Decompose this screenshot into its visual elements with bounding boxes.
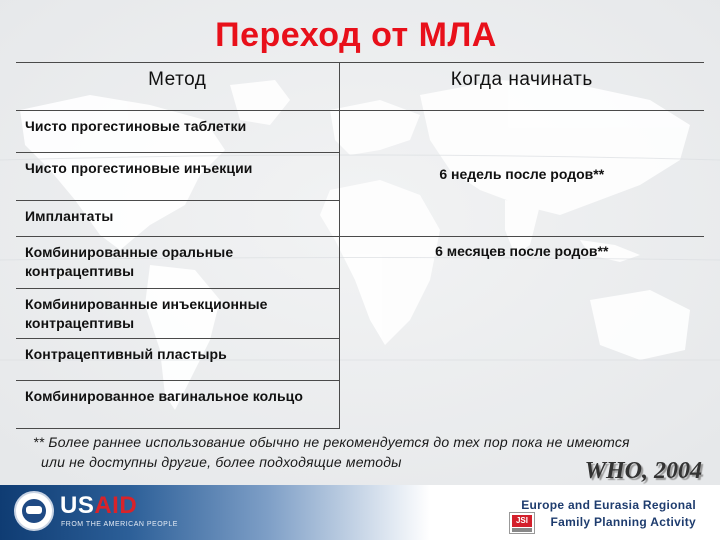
footnote-line-2: или не доступны другие, более подходящие методы: [41, 454, 402, 470]
method-cell: Контрацептивный пластырь: [16, 339, 339, 381]
table-row: [16, 111, 704, 153]
jsi-mark: JSI: [512, 515, 532, 527]
when-cell-combined: 6 месяцев после родов**: [339, 237, 704, 429]
contraception-methods-table: [16, 62, 704, 429]
method-cell: Чисто прогестиновые таблетки: [16, 111, 339, 153]
usaid-logo-aid: AID: [94, 492, 138, 519]
method-cell: Комбинированное вагинальное кольцо: [16, 381, 339, 429]
citation: WHO, 2004: [584, 458, 702, 484]
usaid-seal-icon: [14, 491, 54, 531]
method-cell: Чисто прогестиновые инъекции: [16, 153, 339, 201]
region-line-2: Family Planning Activity: [550, 515, 696, 529]
usaid-logo: [60, 493, 137, 519]
slide-title: Переход от МЛА: [215, 16, 497, 54]
column-header-method: Метод: [16, 63, 339, 111]
usaid-tagline: FROM THE AMERICAN PEOPLE: [61, 521, 178, 528]
footer-bar: [0, 485, 720, 540]
when-cell-progestin: 6 недель после родов**: [339, 111, 704, 237]
region-activity-label: [521, 497, 696, 531]
table-header-row: [16, 63, 704, 111]
usaid-logo-us: US: [60, 492, 95, 519]
footnote-line-1: ** Более раннее использование обычно не рекомендуется до тех пор пока не имеются: [33, 434, 630, 450]
usaid-band: [0, 485, 430, 540]
method-cell: Комбинированные оральные контрацептивы: [16, 237, 339, 289]
table-row: [16, 237, 704, 289]
region-line-1: Europe and Eurasia Regional: [521, 498, 696, 512]
method-cell: Комбинированные инъекционные контрацептивы: [16, 289, 339, 339]
method-cell: Имплантаты: [16, 201, 339, 237]
column-header-when: Когда начинать: [339, 63, 704, 111]
